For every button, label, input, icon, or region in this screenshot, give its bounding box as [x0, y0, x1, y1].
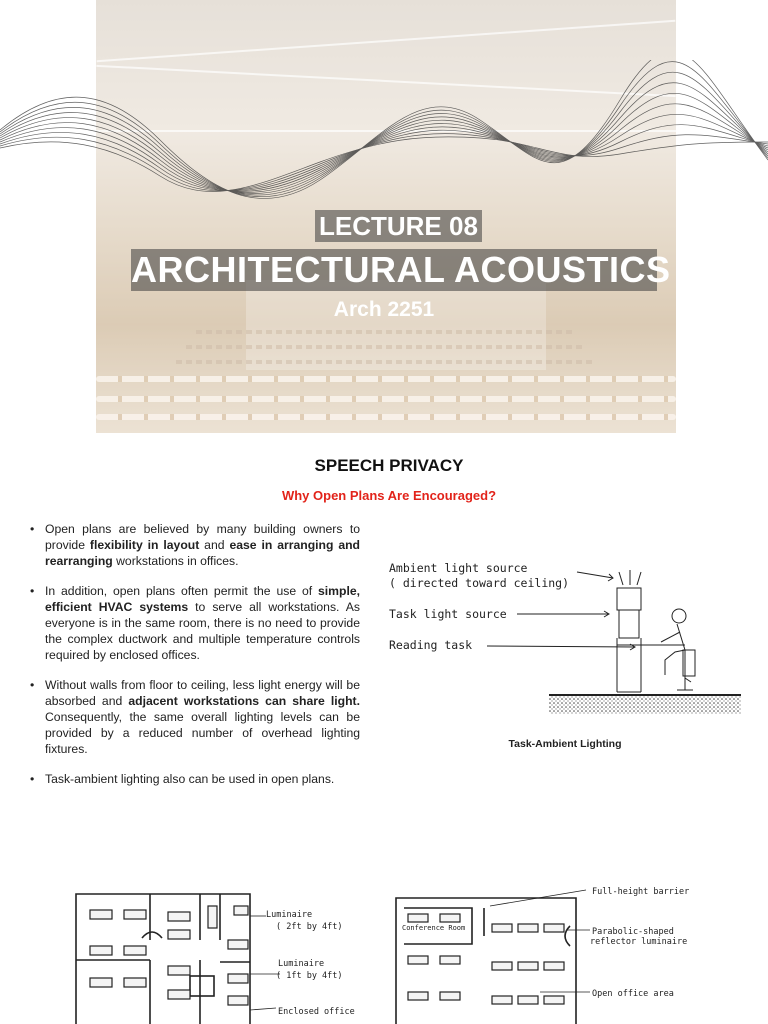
enclosed-office-floor-plan	[70, 880, 370, 1024]
label-ambient-light: Ambient light source	[389, 561, 528, 575]
bullet-text: Consequently, the same overall lighting levels can be provided by a reduced number of overhead lighting fixtures.	[45, 710, 360, 756]
bullet-text: Without walls from floor to ceiling, less light energy will be absorbed and	[45, 678, 360, 708]
bullet-text: and	[199, 538, 230, 552]
section-title: SPEECH PRIVACY	[314, 456, 464, 475]
label-reading-task: Reading task	[389, 638, 473, 652]
diagram-caption: Task-Ambient Lighting	[508, 738, 622, 750]
bullet-text: workstations in offices.	[112, 554, 239, 568]
bullet-text: Task-ambient lighting also can be used in open plans.	[45, 772, 335, 786]
label-luminaire-large: Luminaire	[266, 910, 313, 920]
label-enclosed-office: Enclosed office	[278, 1007, 355, 1017]
course-code: Arch 2251	[333, 298, 435, 321]
bullet-item	[30, 583, 360, 663]
bullet-list	[30, 521, 360, 801]
label-conference-room: Conference Room	[402, 924, 466, 932]
section-subtitle: Why Open Plans Are Encouraged?	[281, 488, 497, 503]
label-parabolic: Parabolic-shaped	[592, 927, 674, 937]
bullet-item	[30, 677, 360, 757]
open-office-floor-plan	[390, 880, 720, 1024]
label-task-light: Task light source	[389, 607, 507, 621]
bullet-text: In addition, open plans often permit the use of	[45, 584, 318, 598]
bullet-emphasis: simple, efficient HVAC systems	[45, 584, 360, 614]
bullet-emphasis: flexibility in layout	[89, 538, 200, 552]
lecture-number: LECTURE 08	[315, 210, 482, 242]
label-ambient-direction: ( directed toward ceiling)	[389, 576, 570, 590]
label-reflector-luminaire: reflector luminaire	[590, 937, 688, 947]
bullet-item	[30, 521, 360, 569]
label-luminaire-small: Luminaire	[278, 959, 325, 969]
bullet-text: to serve all workstations. As everyone is in the same room, there is no need to provide the complex ductwork and multiple temperature controls required by enclosed offices.	[45, 600, 360, 662]
label-full-height-barrier: Full-height barrier	[592, 887, 690, 897]
bullet-emphasis: ease in arranging and rearranging	[45, 538, 360, 568]
task-ambient-lighting-diagram	[385, 550, 745, 722]
page-title: ARCHITECTURAL ACOUSTICS	[131, 249, 671, 290]
bullet-text: Open plans are believed by many building owners to provide	[45, 522, 360, 552]
label-luminaire-small-size: ( 1ft by 4ft)	[276, 971, 343, 981]
label-luminaire-large-size: ( 2ft by 4ft)	[276, 922, 343, 932]
bullet-emphasis: adjacent workstations can share light.	[128, 694, 360, 708]
bullet-item	[30, 771, 360, 787]
label-open-office-area: Open office area	[592, 989, 674, 999]
